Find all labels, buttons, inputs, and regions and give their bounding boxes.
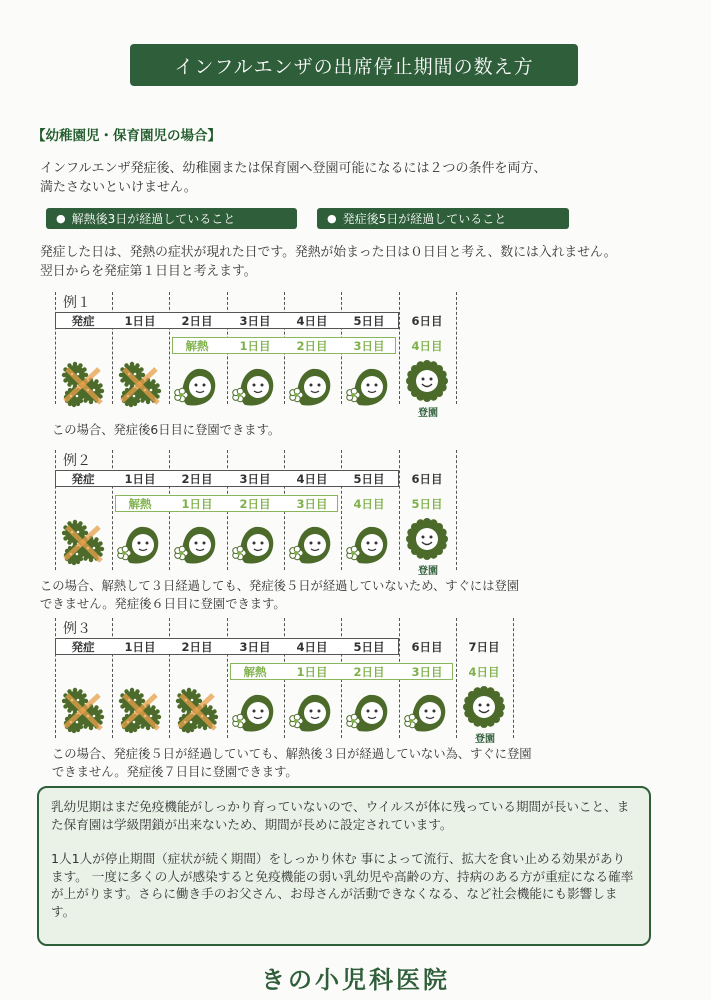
recovering-child-icon [403,687,451,735]
day-label: 2日目 [181,472,213,486]
column-divider [55,292,56,404]
explain-text [40,243,690,281]
day-label: 4日目 [296,640,328,654]
day-label: 1日目 [124,640,156,654]
recovery-day-label: 1日目 [181,497,213,511]
recovery-day-label: 2日目 [239,497,271,511]
recovering-child-icon [345,519,393,567]
happy-sun-icon [460,683,508,731]
day-label: 6日目 [411,472,443,486]
condition-onset [317,208,569,229]
virus-icon [116,361,164,409]
recovery-day-label: 3日目 [411,665,443,679]
example-label: 例２ [63,453,91,469]
day-label: 2日目 [181,314,213,328]
condition-label: 発症後5日が経過していること [342,212,507,226]
recovery-day-label: 3日目 [353,339,385,353]
recovering-child-icon [231,519,279,567]
column-divider [456,292,457,404]
example-label: 例３ [63,621,91,637]
day-label: 5日目 [353,314,385,328]
note-line: この場合、解熱して３日経過しても、発症後５日が経過していないため、すぐには登園 [40,579,520,593]
day-label: 1日目 [124,314,156,328]
day-label: 5日目 [353,640,385,654]
recovering-child-icon [288,519,336,567]
virus-icon [59,687,107,735]
day-label: 2日目 [181,640,213,654]
example-note [52,745,532,781]
day-label: 発症 [71,472,95,486]
recovering-child-icon [231,361,279,409]
intro-text [40,159,680,197]
recovering-child-icon [345,361,393,409]
recovery-day-label: 1日目 [239,339,271,353]
recovery-day-label: 2日目 [353,665,385,679]
day-label: 4日目 [296,314,328,328]
day-label: 3日目 [239,472,271,486]
column-divider [55,618,56,738]
recovery-day-label: 解熱 [185,339,209,353]
day-label: 発症 [71,314,95,328]
info-box [37,786,651,946]
recovery-day-label: 4日目 [353,497,385,511]
column-divider [169,618,170,738]
column-divider [112,292,113,404]
recovering-child-icon [288,687,336,735]
note-line: この場合、発症後５日が経過していても、解熱後３日が経過していない為、すぐに登園 [52,747,532,761]
recovery-day-label: 5日目 [411,497,443,511]
virus-icon [173,687,221,735]
recovering-child-icon [345,687,393,735]
example-label: 例１ [63,295,91,311]
recovering-child-icon [231,687,279,735]
day-label: 3日目 [239,640,271,654]
explain-line: 発症した日は、発熱の症状が現れた日です。発熱が始まった日は０日目と考え、数には入れません。 [40,245,617,260]
virus-icon [59,519,107,567]
recovering-child-icon [116,519,164,567]
column-divider [456,450,457,570]
day-label: 3日目 [239,314,271,328]
section-heading: 【幼稚園児・保育園児の場合】 [32,128,221,144]
recovery-day-label: 4日目 [468,665,500,679]
bullet-icon: ● [327,212,337,225]
day-label: 6日目 [411,314,443,328]
recovery-day-label: 解熱 [128,497,152,511]
note-line: できません。発症後６日目に登園できます。 [40,597,286,611]
page-title: インフルエンザの出席停止期間の数え方 [130,44,578,86]
day-label: 1日目 [124,472,156,486]
note-line: できません。発症後７日目に登園できます。 [52,765,298,779]
happy-sun-icon [403,357,451,405]
condition-label: 解熱後3日が経過していること [71,212,236,226]
info-paragraph: 乳幼児期はまだ免疫機能がしっかり育っていないので、ウイルスが体に残っている期間が長いこと、また保育園は学級閉鎖が出来ないため、期間が長めに設定されています。 [51,799,630,832]
example-note [52,421,280,439]
day-label: 7日目 [468,640,500,654]
virus-icon [59,361,107,409]
day-label: 5日目 [353,472,385,486]
column-divider [513,618,514,738]
attend-label: 登園 [418,566,438,577]
attend-label: 登園 [418,408,438,419]
recovery-day-label: 解熱 [243,665,267,679]
recovering-child-icon [173,519,221,567]
attend-label: 登園 [475,734,495,745]
clinic-logo: きの小児科医院 [261,965,450,994]
recovery-day-label: 2日目 [296,339,328,353]
day-label: 4日目 [296,472,328,486]
info-paragraph: 1人1人が停止期間（症状が続く期間）をしっかり休む 事によって流行、拡大を食い止める効果があります。 一度に多くの人が感染すると免疫機能の弱い乳幼児や高齢の方、持病のある方が重症になる確率が上がります。さらに働き手のお父さん、お母さんが活動できなくなる、など社会機能にも影響します。 [51,851,634,919]
column-divider [112,618,113,738]
recovering-child-icon [173,361,221,409]
recovery-day-label: 1日目 [296,665,328,679]
day-label: 発症 [71,640,95,654]
example-note [40,577,519,613]
virus-icon [116,687,164,735]
recovering-child-icon [288,361,336,409]
condition-fever [46,208,297,229]
day-label: 6日目 [411,640,443,654]
column-divider [55,450,56,570]
recovery-day-label: 3日目 [296,497,328,511]
note-line: この場合、発症後6日目に登園できます。 [52,423,281,437]
intro-line: インフルエンザ発症後、幼稚園または保育園へ登園可能になるには２つの条件を両方、 [40,161,547,176]
explain-line: 翌日からを発症第１日目と考えます。 [40,264,257,279]
recovery-day-label: 4日目 [411,339,443,353]
bullet-icon: ● [56,212,66,225]
happy-sun-icon [403,515,451,563]
intro-line: 満たさないといけません。 [40,180,197,195]
